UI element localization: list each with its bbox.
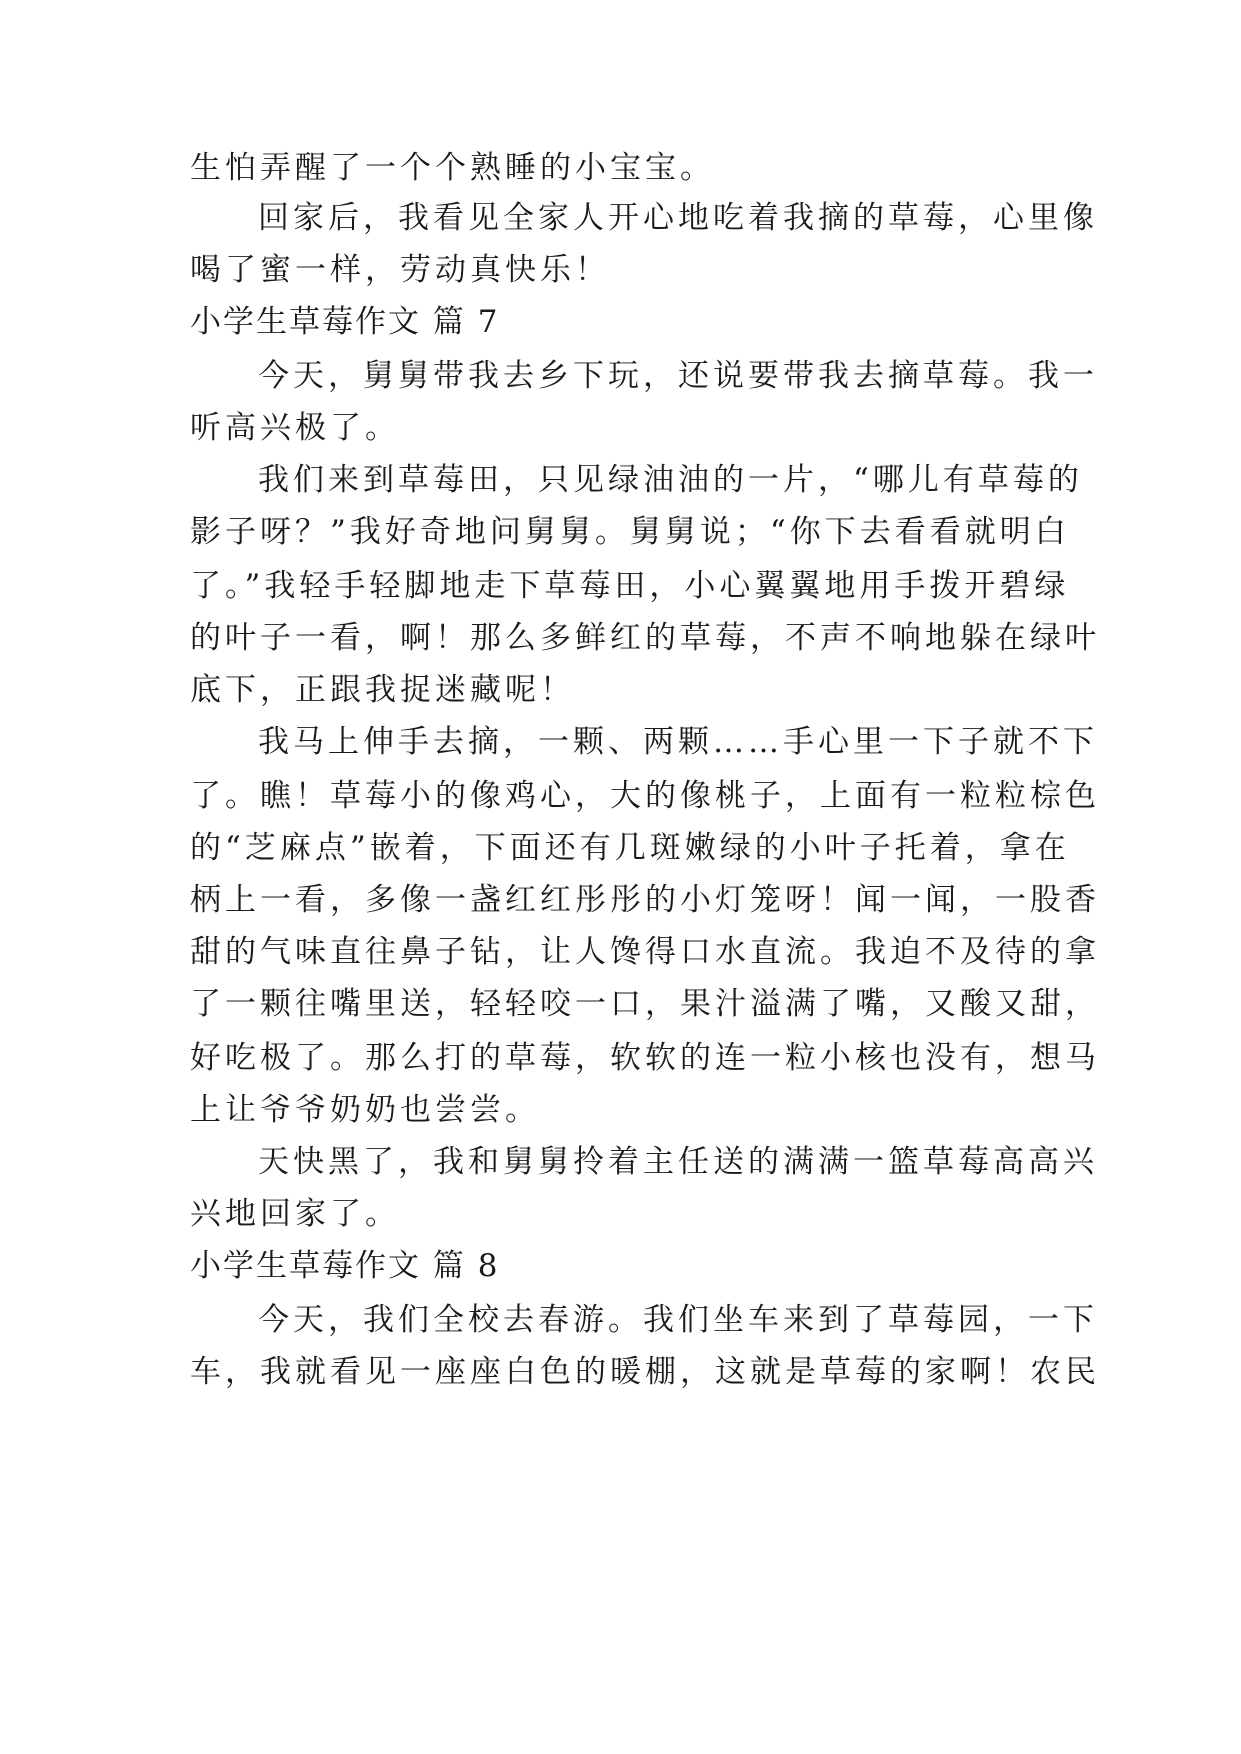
paragraph-line: 了。瞧！草莓小的像鸡心，大的像桃子，上面有一粒粒棕色 <box>190 778 1100 814</box>
section-heading: 小学生草莓作文 篇 8 <box>190 1248 500 1284</box>
paragraph-line: 喝了蜜一样，劳动真快乐！ <box>190 252 610 288</box>
paragraph-line: 底下，正跟我捉迷藏呢！ <box>190 672 575 708</box>
paragraph-line: 好吃极了。那么打的草莓，软软的连一粒小核也没有，想马 <box>190 1040 1100 1076</box>
paragraph-line: 今天，我们全校去春游。我们坐车来到了草莓园，一下 <box>258 1302 1098 1338</box>
section-heading: 小学生草莓作文 篇 7 <box>190 304 500 340</box>
paragraph-line: 了。”我轻手轻脚地走下草莓田，小心翼翼地用手拨开碧绿 <box>190 568 1070 604</box>
paragraph-line: 影子呀？”我好奇地问舅舅。舅舅说；“你下去看看就明白 <box>190 514 1070 550</box>
paragraph-line: 柄上一看，多像一盏红红彤彤的小灯笼呀！闻一闻，一股香 <box>190 882 1100 918</box>
paragraph-line: 的“芝麻点”嵌着，下面还有几斑嫩绿的小叶子托着，拿在 <box>190 830 1070 866</box>
paragraph-line: 我马上伸手去摘，一颗、两颗……手心里一下子就不下 <box>258 724 1098 760</box>
paragraph-line: 的叶子一看，啊！那么多鲜红的草莓，不声不响地躲在绿叶 <box>190 620 1100 656</box>
paragraph-line: 上让爷爷奶奶也尝尝。 <box>190 1092 540 1128</box>
paragraph-line: 我们来到草莓田，只见绿油油的一片，“哪儿有草莓的 <box>258 462 1083 498</box>
paragraph-line: 回家后，我看见全家人开心地吃着我摘的草莓，心里像 <box>258 200 1098 236</box>
paragraph-line: 兴地回家了。 <box>190 1196 400 1232</box>
paragraph-line: 天快黑了，我和舅舅拎着主任送的满满一篮草莓高高兴 <box>258 1144 1098 1180</box>
paragraph-line: 了一颗往嘴里送，轻轻咬一口，果汁溢满了嘴，又酸又甜， <box>190 986 1100 1022</box>
paragraph-line: 车，我就看见一座座白色的暖棚，这就是草莓的家啊！农民 <box>190 1354 1100 1390</box>
paragraph-line: 生怕弄醒了一个个熟睡的小宝宝。 <box>190 150 715 186</box>
paragraph-line: 听高兴极了。 <box>190 410 400 446</box>
paragraph-line: 甜的气味直往鼻子钻，让人馋得口水直流。我迫不及待的拿 <box>190 934 1100 970</box>
paragraph-line: 今天，舅舅带我去乡下玩，还说要带我去摘草莓。我一 <box>258 358 1098 394</box>
